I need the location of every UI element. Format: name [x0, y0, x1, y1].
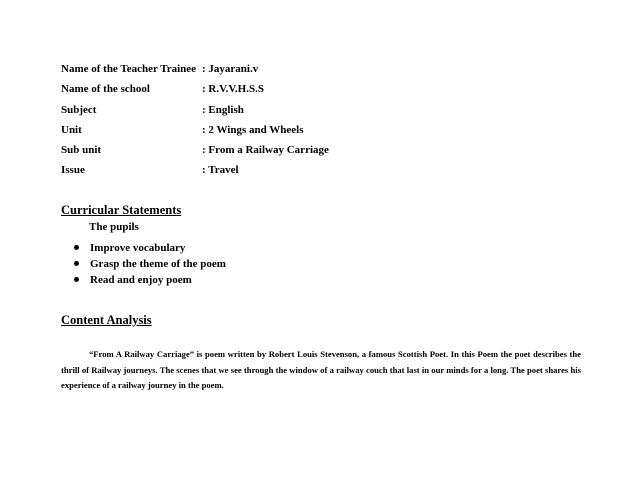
info-value: : Travel [202, 163, 239, 177]
list-item [72, 256, 226, 272]
info-value: : English [202, 103, 244, 117]
info-label: Sub unit [61, 144, 102, 156]
list-item-text: Grasp the theme of the poem [90, 258, 226, 270]
bullet-icon [74, 245, 79, 250]
info-label: Subject [61, 104, 97, 116]
curricular-list [72, 240, 226, 288]
info-row-subject [61, 103, 581, 123]
info-value: : R.V.V.H.S.S [202, 82, 264, 96]
trainee-info-table [61, 62, 581, 183]
info-row-issue [61, 163, 581, 183]
curricular-statements-heading: Curricular Statements [61, 203, 182, 217]
info-label: Name of the school [61, 83, 150, 95]
info-value: : 2 Wings and Wheels [202, 123, 304, 137]
info-value: : From a Railway Carriage [202, 143, 329, 157]
curricular-subheading: The pupils [89, 221, 139, 233]
list-item-text: Read and enjoy poem [90, 274, 192, 286]
info-label: Unit [61, 124, 82, 136]
info-row-sub-unit [61, 143, 581, 163]
info-value: : Jayarani.v [202, 62, 258, 76]
list-item [72, 240, 226, 256]
info-label: Name of the Teacher Trainee [61, 63, 197, 75]
info-label: Issue [61, 164, 85, 176]
bullet-icon [74, 277, 79, 282]
list-item [72, 272, 226, 288]
info-row-unit [61, 123, 581, 143]
content-analysis-heading: Content Analysis [61, 313, 152, 327]
info-row-teacher-trainee [61, 62, 581, 82]
info-row-school [61, 82, 581, 103]
content-analysis-paragraph: “From A Railway Carriage” is poem written by Robert Louis Stevenson, a famous Scottish Poet. In this Poem the poet describes the thrill of Railway journeys. The scenes that we see through the window of a railway couch that last in our minds for a long. The poet shares his experience of a railway journey in the poem. [61, 349, 581, 390]
bullet-icon [74, 261, 79, 266]
list-item-text: Improve vocabulary [90, 242, 186, 254]
